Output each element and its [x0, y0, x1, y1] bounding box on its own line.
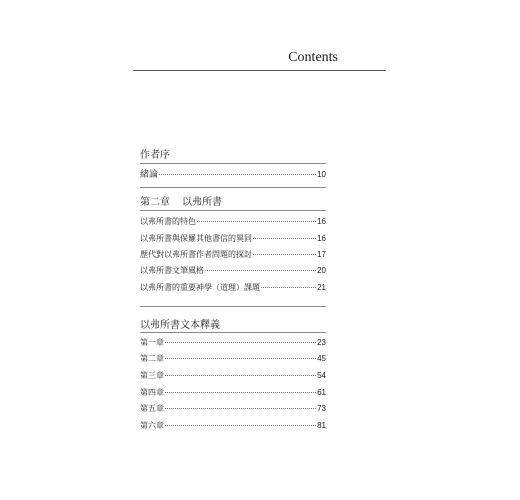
section-divider	[140, 306, 326, 307]
toc-entry-label: 以弗所書的特色	[140, 217, 196, 226]
dot-leader	[165, 375, 316, 376]
toc-preface-label: 作者序	[140, 150, 170, 161]
toc-entry[interactable]	[140, 338, 326, 348]
toc-entry-label: 第三章	[140, 371, 164, 380]
dot-leader	[197, 221, 316, 222]
toc-entry[interactable]	[140, 266, 326, 276]
toc-entry-label: 歷代對以弗所書作者問題的探討	[140, 250, 252, 259]
toc-entry-label: 以弗所書與保羅其他書信的異同	[140, 234, 252, 243]
dot-leader	[159, 174, 316, 175]
page-title: Contents	[288, 50, 338, 65]
toc-chapter2-heading[interactable]	[140, 193, 222, 208]
toc-entry-page: 45	[317, 354, 326, 363]
toc-entry-page: 20	[317, 266, 326, 275]
toc-entry[interactable]	[140, 388, 326, 398]
toc-entry[interactable]	[140, 217, 326, 227]
dot-leader	[165, 392, 316, 393]
toc-entry-page: 23	[317, 338, 326, 347]
text-section-divider	[140, 332, 326, 333]
toc-entry[interactable]	[140, 404, 326, 414]
toc-entry-page: 16	[317, 217, 326, 226]
toc-entry[interactable]	[140, 354, 326, 364]
toc-entry-label: 第五章	[140, 404, 164, 413]
toc-text-section-title: 以弗所書文本釋義	[140, 320, 220, 331]
toc-text-section-heading[interactable]	[140, 316, 220, 331]
toc-entry-label: 第四章	[140, 388, 164, 397]
toc-entry-label: 以弗所書的重要神學（道理）課題	[140, 283, 260, 292]
toc-introduction-label: 緒論	[140, 170, 159, 180]
toc-introduction[interactable]	[140, 170, 326, 180]
toc-entry[interactable]	[140, 371, 326, 381]
toc-introduction-page: 10	[317, 170, 326, 179]
preface-divider	[140, 163, 326, 164]
dot-leader	[253, 238, 316, 239]
dot-leader	[165, 342, 316, 343]
chapter2-divider	[140, 210, 326, 211]
toc-entry[interactable]	[140, 421, 326, 431]
dot-leader	[253, 254, 316, 255]
toc-entry-page: 73	[317, 404, 326, 413]
toc-chapter2-title: 以弗所書	[182, 197, 222, 208]
dot-leader	[205, 270, 316, 271]
toc-entry-page: 17	[317, 250, 326, 259]
toc-entry-page: 54	[317, 371, 326, 380]
toc-entry-label: 第二章	[140, 354, 164, 363]
toc-entry-label: 以弗所書文筆風格	[140, 266, 204, 275]
toc-entry[interactable]	[140, 283, 326, 293]
toc-chapter2-label: 第二章	[140, 197, 170, 208]
toc-entry-label: 第六章	[140, 421, 164, 430]
dot-leader	[165, 358, 316, 359]
toc-entry-page: 21	[317, 283, 326, 292]
toc-entry-label: 第一章	[140, 338, 164, 347]
toc-entry-page: 61	[317, 388, 326, 397]
dot-leader	[165, 425, 316, 426]
toc-preface-heading[interactable]	[140, 146, 170, 161]
dot-leader	[261, 287, 316, 288]
toc-entry-page: 16	[317, 234, 326, 243]
toc-entry[interactable]	[140, 250, 326, 260]
introduction-divider	[140, 187, 326, 188]
toc-entry-page: 81	[317, 421, 326, 430]
title-divider	[133, 70, 386, 71]
toc-entry[interactable]	[140, 234, 326, 244]
dot-leader	[165, 408, 316, 409]
